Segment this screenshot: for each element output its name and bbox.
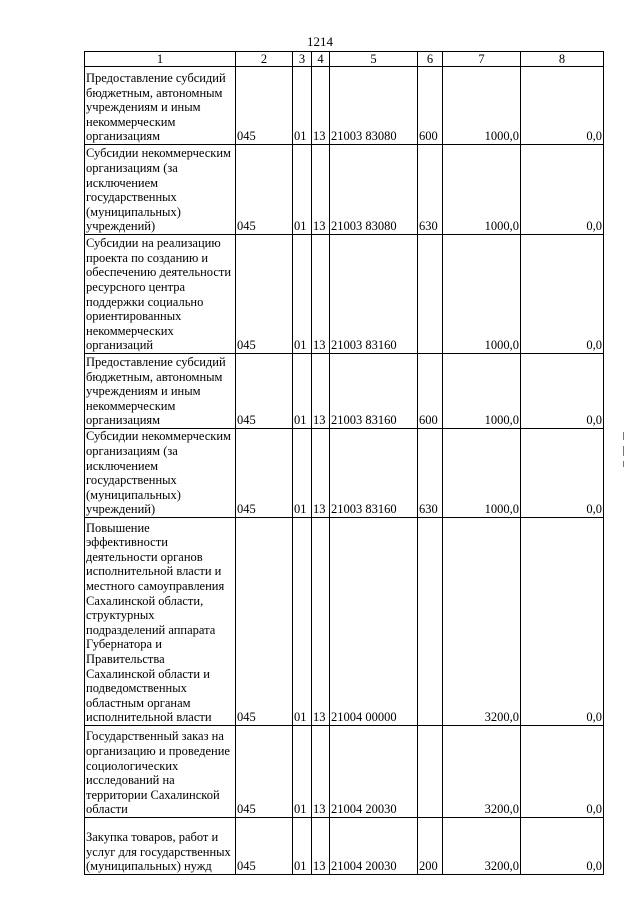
table-row [85,145,604,235]
code-subsection: 13 [312,818,330,875]
code-expense-type: 630 [418,429,443,518]
budget-table [84,51,604,875]
code-section: 01 [293,145,312,235]
code-target: 21003 83160 [330,235,418,354]
table-row [85,67,604,145]
scan-mark [623,432,624,440]
code-subsection: 13 [312,354,330,429]
item-name: Государственный заказ на организацию и проведение социологических исследований на территории Сахалинской области [85,726,236,818]
table-row [85,429,604,518]
amount-secondary: 0,0 [521,67,604,145]
page-number: 1214 [307,34,333,49]
code-ministry: 045 [236,726,293,818]
item-name: Закупка товаров, работ и услуг для государственных (муниципальных) нужд [85,818,236,875]
code-section: 01 [293,726,312,818]
code-ministry: 045 [236,145,293,235]
scan-mark [623,461,624,467]
code-target: 21003 83160 [330,354,418,429]
amount-secondary: 0,0 [521,518,604,726]
amount-secondary: 0,0 [521,818,604,875]
code-subsection: 13 [312,518,330,726]
code-expense-type [418,235,443,354]
amount: 3200,0 [443,818,521,875]
amount-secondary: 0,0 [521,354,604,429]
header-row [85,52,604,67]
code-section: 01 [293,518,312,726]
column-header: 8 [521,52,604,67]
column-header: 4 [312,52,330,67]
code-subsection: 13 [312,67,330,145]
code-section: 01 [293,354,312,429]
column-header: 3 [293,52,312,67]
code-expense-type [418,518,443,726]
code-target: 21003 83080 [330,145,418,235]
code-section: 01 [293,67,312,145]
amount: 3200,0 [443,726,521,818]
code-subsection: 13 [312,235,330,354]
table-row [85,726,604,818]
amount: 1000,0 [443,354,521,429]
table-row [85,354,604,429]
amount: 1000,0 [443,235,521,354]
item-name: Предоставление субсидий бюджетным, автономным учреждениям и иным некоммерческим организациям [85,67,236,145]
amount-secondary: 0,0 [521,235,604,354]
code-section: 01 [293,818,312,875]
table-row [85,518,604,726]
code-ministry: 045 [236,354,293,429]
table-row [85,818,604,875]
code-target: 21003 83160 [330,429,418,518]
item-name: Субсидии на реализацию проекта по созданию и обеспечению деятельности ресурсного центра поддержки социально ориентированных некоммерческих организаций [85,235,236,354]
code-expense-type: 600 [418,67,443,145]
code-ministry: 045 [236,818,293,875]
code-ministry: 045 [236,235,293,354]
amount-secondary: 0,0 [521,145,604,235]
code-subsection: 13 [312,726,330,818]
column-header: 5 [330,52,418,67]
code-section: 01 [293,429,312,518]
item-name: Субсидии некоммерческим организациям (за исключением государственных (муниципальных) учреждений) [85,145,236,235]
item-name: Повышение эффективности деятельности органов исполнительной власти и местного самоуправления Сахалинской области, структурных подразделений аппарата Губернатора и Правительства Сахалинской области и подведомственных областным органам исполнительной власти [85,518,236,726]
code-target: 21004 00000 [330,518,418,726]
code-ministry: 045 [236,429,293,518]
amount-secondary: 0,0 [521,726,604,818]
amount: 3200,0 [443,518,521,726]
column-header: 6 [418,52,443,67]
code-ministry: 045 [236,67,293,145]
code-ministry: 045 [236,518,293,726]
amount: 1000,0 [443,145,521,235]
code-target: 21004 20030 [330,726,418,818]
amount: 1000,0 [443,429,521,518]
code-expense-type: 600 [418,354,443,429]
code-expense-type: 200 [418,818,443,875]
amount: 1000,0 [443,67,521,145]
code-target: 21004 20030 [330,818,418,875]
code-expense-type: 630 [418,145,443,235]
code-target: 21003 83080 [330,67,418,145]
amount-secondary: 0,0 [521,429,604,518]
table-row [85,235,604,354]
item-name: Предоставление субсидий бюджетным, автономным учреждениям и иным некоммерческим организациям [85,354,236,429]
code-subsection: 13 [312,429,330,518]
column-header: 7 [443,52,521,67]
code-subsection: 13 [312,145,330,235]
column-header: 2 [236,52,293,67]
column-header: 1 [85,52,236,67]
code-section: 01 [293,235,312,354]
item-name: Субсидии некоммерческим организациям (за исключением государственных (муниципальных) учреждений) [85,429,236,518]
code-expense-type [418,726,443,818]
scan-mark [623,446,624,456]
